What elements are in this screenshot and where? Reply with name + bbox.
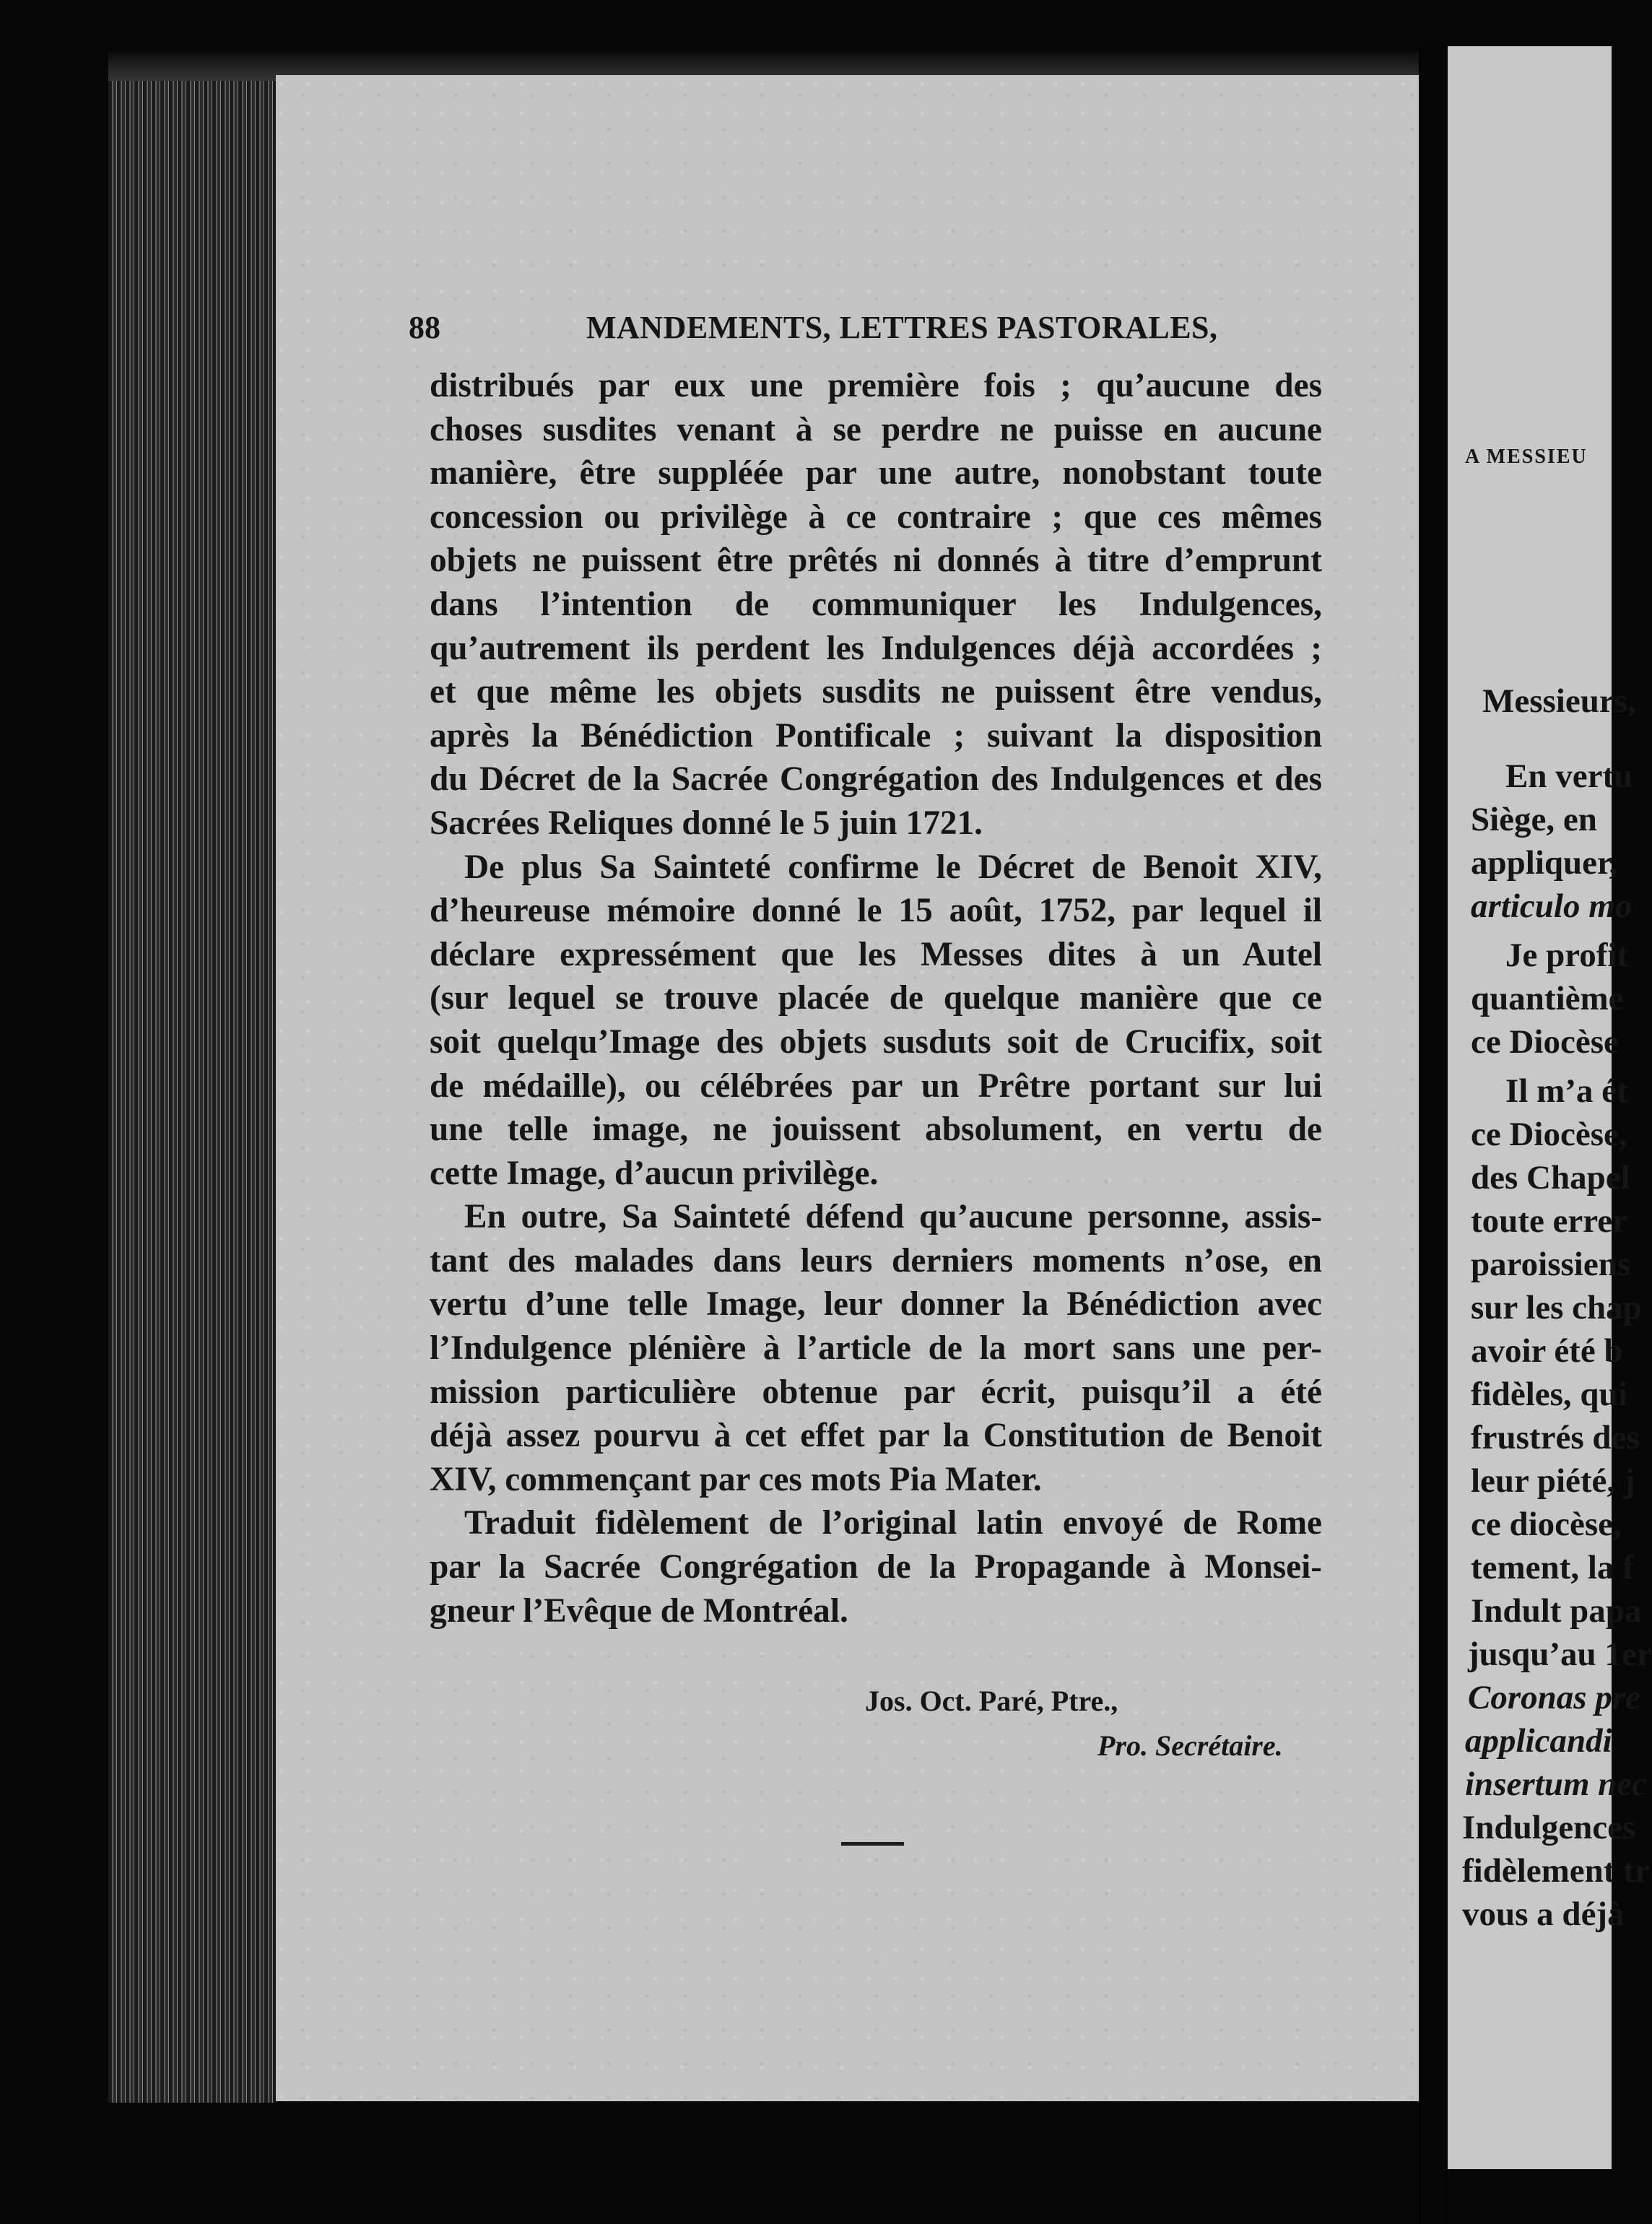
right-text-line: paroissiens bbox=[1471, 1246, 1631, 1283]
running-title: MANDEMENTS, LETTRES PASTORALES, bbox=[586, 310, 1218, 345]
text-line: mission particulière obtenue par écrit, puisqu’il a été bbox=[430, 1373, 1322, 1411]
closing-rule bbox=[841, 1842, 904, 1846]
right-text-line: leur piété, j bbox=[1471, 1462, 1635, 1500]
right-text-line: Indulgences bbox=[1462, 1809, 1636, 1846]
text-line: vertu d’une telle Image, leur donner la Bénédiction avec bbox=[430, 1285, 1322, 1324]
right-text-line: fidèlement tr bbox=[1462, 1852, 1650, 1890]
text-line: Traduit fidèlement de l’original latin envoyé de Rome bbox=[464, 1504, 1322, 1542]
right-text-line: ce Diocèse, bbox=[1471, 1116, 1627, 1153]
text-line: et que même les objets susdits ne puissent être vendus, bbox=[430, 673, 1322, 711]
text-line: de médaille), ou célébrées par un Prêtre portant sur lui bbox=[430, 1067, 1322, 1105]
right-text-line: sur les chap bbox=[1471, 1289, 1642, 1326]
text-line: objets ne puissent être prêtés ni donnés à titre d’emprunt bbox=[430, 542, 1322, 580]
right-text-line: toute errer bbox=[1471, 1202, 1628, 1240]
running-head bbox=[276, 309, 1419, 352]
right-text-line: quantième bbox=[1471, 980, 1624, 1017]
book-gutter bbox=[1419, 43, 1448, 2224]
text-line: cette Image, d’aucun privilège. bbox=[430, 1154, 879, 1192]
right-text-line: des Chapel bbox=[1471, 1159, 1630, 1196]
text-line: qu’autrement ils perdent les Indulgences déjà accordées ; bbox=[430, 629, 1322, 667]
text-line: d’heureuse mémoire donné le 15 août, 1752, par lequel il bbox=[430, 892, 1322, 930]
page-number: 88 bbox=[409, 310, 440, 345]
text-line: du Décret de la Sacrée Congrégation des Indulgences et des bbox=[430, 760, 1322, 799]
text-line: manière, être suppléée par une autre, nonobstant toute bbox=[430, 454, 1322, 492]
right-page bbox=[1448, 46, 1652, 2169]
right-text-line: Je profit bbox=[1505, 937, 1629, 974]
right-text-line: applicandi bbox=[1465, 1722, 1612, 1760]
text-line: soit quelqu’Image des objets susduts soit de Crucifix, soit bbox=[430, 1022, 1322, 1061]
text-line: déclare expressément que les Messes dites à un Autel bbox=[430, 935, 1322, 973]
text-line: Sacrées Reliques donné le 5 juin 1721. bbox=[430, 804, 983, 842]
right-text-line: Indult papa bbox=[1471, 1592, 1642, 1630]
text-line: gneur l’Evêque de Montréal. bbox=[430, 1591, 848, 1630]
text-line: choses susdites venant à se perdre ne puisse en aucune bbox=[430, 410, 1322, 448]
book-page-edges bbox=[108, 81, 276, 2103]
signature-name: Jos. Oct. Paré, Ptre., bbox=[865, 1685, 1118, 1717]
right-text-line: articulo mo bbox=[1471, 887, 1633, 925]
right-text-line: avoir été b bbox=[1471, 1332, 1623, 1370]
right-text-line: vous a déjà bbox=[1462, 1895, 1625, 1933]
text-line: XIV, commençant par ces mots Pia Mater. bbox=[430, 1460, 1042, 1498]
text-line: une telle image, ne jouissent absolument, en vertu de bbox=[430, 1111, 1322, 1149]
right-text-line: Coronas pre bbox=[1468, 1679, 1640, 1716]
right-text-line: Il m’a ét bbox=[1505, 1072, 1628, 1110]
text-line: déjà assez pourvu à cet effet par la Constitution de Benoit bbox=[430, 1417, 1322, 1455]
right-text-line: tement, la f bbox=[1471, 1549, 1634, 1586]
text-line: distribués par eux une première fois ; qu’aucune des bbox=[430, 367, 1322, 404]
right-text-line: appliquer, bbox=[1471, 844, 1618, 882]
right-text-line: Messieurs, bbox=[1482, 682, 1636, 720]
text-line: concession ou privilège à ce contraire ; que ces mêmes bbox=[430, 498, 1322, 536]
right-text-line: insertum nec bbox=[1465, 1765, 1648, 1803]
right-page-heading: A MESSIEU bbox=[1465, 446, 1588, 468]
text-line: De plus Sa Sainteté confirme le Décret de Benoit XIV, bbox=[464, 848, 1322, 886]
text-line: après la Bénédiction Pontificale ; suivant la disposition bbox=[430, 716, 1322, 755]
right-text-line: Siège, en bbox=[1471, 801, 1597, 838]
right-text-line: fidèles, qui bbox=[1471, 1376, 1627, 1413]
text-line: tant des malades dans leurs derniers moments n’ose, en bbox=[430, 1241, 1322, 1280]
text-line: En outre, Sa Sainteté défend qu’aucune personne, assis- bbox=[464, 1198, 1322, 1236]
text-line: l’Indulgence plénière à l’article de la mort sans une per- bbox=[430, 1329, 1322, 1368]
body-text bbox=[430, 364, 1322, 1633]
left-page bbox=[276, 75, 1419, 2101]
right-text-line: En vertu bbox=[1505, 757, 1633, 795]
right-text-line: ce diocèse, bbox=[1471, 1506, 1622, 1543]
text-line: (sur lequel se trouve placée de quelque manière que ce bbox=[430, 979, 1322, 1017]
right-text-line: jusqu’au 1er bbox=[1468, 1636, 1652, 1673]
text-line: dans l’intention de communiquer les Indulgences, bbox=[430, 585, 1322, 623]
right-text-line: frustrés des bbox=[1471, 1419, 1640, 1456]
right-text-line: ce Diocèse bbox=[1471, 1023, 1619, 1061]
text-line: par la Sacrée Congrégation de la Propagande à Monsei- bbox=[430, 1548, 1322, 1586]
signature-role: Pro. Secrétaire. bbox=[1097, 1729, 1283, 1762]
